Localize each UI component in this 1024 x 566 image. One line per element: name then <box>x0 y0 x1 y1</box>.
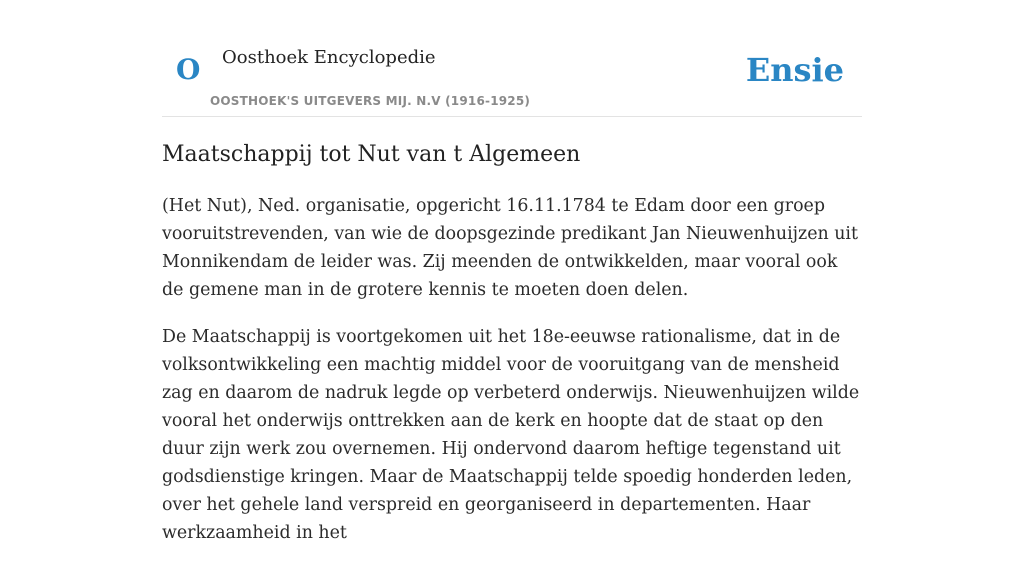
article-headword: Maatschappij tot Nut van t Algemeen <box>162 142 581 167</box>
publisher-subtitle: OOSTHOEK'S UITGEVERS MIJ. N.V (1916-1925) <box>210 94 531 108</box>
page <box>162 0 862 543</box>
site-header <box>162 0 862 117</box>
encyclopedia-title[interactable]: Oosthoek Encyclopedie <box>222 47 436 68</box>
brand-logo[interactable]: Ensie <box>745 51 844 89</box>
article-paragraph: (Het Nut), Ned. organisatie, opgericht 16.11.1784 te Edam door een groep vooruitstrevenden, van wie de doopsgezinde predikant Jan Nieuwenhuijzen uit Monnikendam de leider was. Zij meenden de ontwikkelden, maar vooral ook de gemene man in de grotere kennis te moeten doen delen. <box>162 196 858 300</box>
article-body <box>162 192 862 566</box>
encyclopedia-logo[interactable]: O <box>176 53 201 86</box>
article-paragraph: De Maatschappij is voortgekomen uit het 18e-eeuwse rationalisme, dat in de volksontwikkeling een machtig middel voor de vooruitgang van de mensheid zag en daarom de nadruk legde op verbeterd onderwijs. Nieuwenhuijzen wilde vooral het onderwijs onttrekken aan de kerk en hoopte dat de staat op den duur zijn werk zou overnemen. Hij ondervond daarom heftige tegenstand uit godsdienstige kringen. Maar de Maatschappij telde spoedig honderden leden, over het gehele land verspreid en georganiseerd in departementen. Haar werkzaamheid in het <box>162 327 860 543</box>
